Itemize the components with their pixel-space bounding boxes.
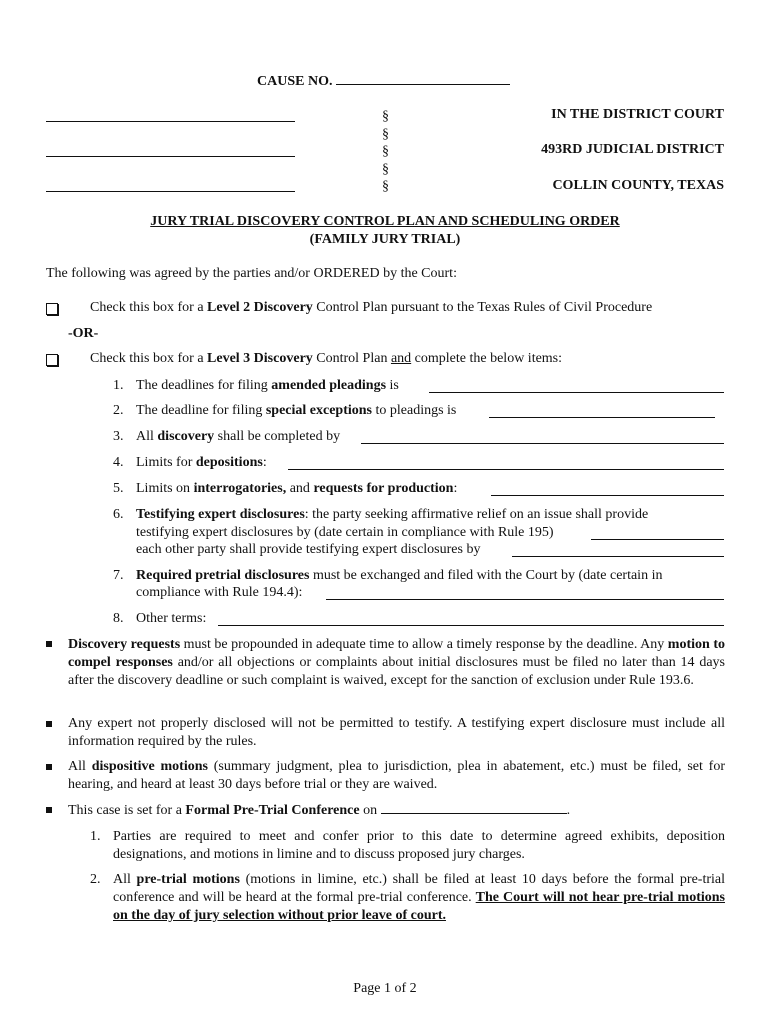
item-2-num: 2.	[113, 403, 124, 418]
item-1-bold: amended pleadings	[271, 378, 387, 393]
item-8-text: Other terms:	[136, 611, 207, 626]
item-2-text	[136, 402, 456, 420]
item-5-post: :	[453, 481, 458, 496]
item-2-blank[interactable]	[489, 417, 715, 418]
level3-bold: Level 3 Discovery	[207, 351, 313, 366]
item-7-line2: compliance with Rule 194.4):	[136, 585, 303, 600]
section-sign: §	[382, 161, 389, 177]
sub-2-post: (motions in limine, etc.) shall be filed at least 10 days before the formal pre-trial conference and will be heard at the formal pre-trial conference.	[113, 872, 725, 905]
item-7-text	[136, 567, 725, 585]
bullet-discovery-requests	[68, 636, 725, 690]
item-4-bold: depositions	[195, 455, 263, 470]
sub-2-bold: pre-trial motions	[136, 872, 240, 887]
item-8-num: 8.	[113, 611, 124, 626]
item-8-blank[interactable]	[218, 625, 724, 626]
item-2-pre: The deadline for filing	[136, 403, 266, 418]
item-6-blank-2[interactable]	[512, 556, 724, 557]
item-1-pre: The deadlines for filing	[136, 378, 272, 393]
level2-pre: Check this box for a	[90, 300, 208, 315]
item-5-mid: and	[286, 481, 314, 496]
bullet-1-t1: must be propounded in adequate time to allow a timely response by the deadline. Any	[180, 637, 668, 652]
item-5-num: 5.	[113, 481, 124, 496]
item-5-blank[interactable]	[491, 495, 724, 496]
item-3-text	[136, 428, 340, 446]
item-7-num: 7.	[113, 568, 124, 583]
page-number: Page 1 of 2	[353, 981, 417, 996]
item-5-bold2: requests for production	[313, 481, 454, 496]
level2-checkbox[interactable]	[46, 303, 58, 315]
item-4-pre: Limits for	[136, 455, 196, 470]
level3-mid: Control Plan	[312, 351, 391, 366]
bullet-pretrial-conference	[68, 801, 570, 820]
bullet-4-bold: Formal Pre-Trial Conference	[185, 803, 360, 818]
sub-2-bold-under: The Court will not hear pre-trial motions on the day of jury selection without prior leave of court.	[113, 890, 725, 923]
item-3-bold: discovery	[157, 429, 215, 444]
court-name: IN THE DISTRICT COURT	[551, 107, 724, 122]
item-3-num: 3.	[113, 429, 124, 444]
item-2-bold: special exceptions	[265, 403, 372, 418]
bullet-icon	[46, 641, 52, 647]
item-4-text	[136, 454, 267, 472]
item-7-post: must be exchanged and filed with the Court by (date certain in	[309, 568, 663, 583]
level2-text	[90, 299, 652, 317]
level3-under: and	[390, 351, 412, 366]
item-6-post: : the party seeking affirmative relief on an issue shall provide	[304, 507, 649, 522]
item-5-bold: interrogatories,	[193, 481, 287, 496]
sub-1-text: Parties are required to meet and confer prior to this date to determine agreed exhibits, deposition designations, and motions in limine and to discuss proposed jury charges.	[113, 829, 725, 862]
bullet-3-bold: dispositive motions	[91, 759, 208, 774]
item-1-blank[interactable]	[429, 392, 724, 393]
item-3-post: shall be completed by	[214, 429, 341, 444]
or-separator: -OR-	[68, 326, 99, 341]
sub-1-num: 1.	[90, 829, 101, 844]
item-3-pre: All	[136, 429, 158, 444]
item-7-blank[interactable]	[326, 599, 724, 600]
bullet-3-pre: All	[68, 759, 92, 774]
item-6-blank-1[interactable]	[591, 539, 724, 540]
section-sign: §	[382, 144, 389, 159]
cause-no	[257, 72, 510, 91]
level3-pre: Check this box for a	[90, 351, 208, 366]
bullet-4-pre: This case is set for a	[68, 803, 186, 818]
cause-no-blank	[336, 72, 510, 85]
bullet-icon	[46, 721, 52, 727]
bullet-1-bold1: Discovery requests	[68, 637, 181, 652]
bullet-dispositive	[68, 758, 725, 794]
level2-bold: Level 2 Discovery	[207, 300, 313, 315]
bullet-3-post: (summary judgment, plea to jurisdiction, plea in abatement, etc.) must be filed, set for hearing, and heard at least 30 days before trial or they are waived.	[68, 759, 726, 792]
bullet-expert: Any expert not properly disclosed will not be permitted to testify. A testifying expert disclosure must include all information required by the rules.	[68, 716, 725, 749]
bullet-4-post: on	[359, 803, 378, 818]
party-line-2	[46, 156, 295, 157]
item-5-pre: Limits on	[136, 481, 194, 496]
item-6-bold: Testifying expert disclosures	[136, 507, 305, 522]
item-1-text	[136, 377, 399, 395]
level3-text	[90, 350, 562, 368]
item-6-line3: each other party shall provide testifying expert disclosures by	[136, 542, 481, 557]
item-6-num: 6.	[113, 507, 124, 522]
item-4-num: 4.	[113, 455, 124, 470]
sub-2-text	[113, 871, 725, 925]
bullet-1-t2: and/or all objections or complaints about initial disclosures must be filed no later than 14 days after the discovery deadline or such complaint is waived, except for the sanction of exclusion under Rule 193.6.	[68, 655, 725, 688]
item-1-post: is	[386, 378, 399, 393]
judicial-district: 493RD JUDICIAL DISTRICT	[541, 142, 724, 157]
title-main: JURY TRIAL DISCOVERY CONTROL PLAN AND SCHEDULING ORDER	[150, 214, 620, 229]
item-6-text	[136, 506, 725, 524]
level3-post: complete the below items:	[411, 351, 563, 366]
conference-date-blank[interactable]	[381, 801, 567, 814]
item-6-line2: testifying expert disclosures by (date certain in compliance with Rule 195)	[136, 525, 554, 540]
bullet-icon	[46, 764, 52, 770]
level2-post: Control Plan pursuant to the Texas Rules of Civil Procedure	[312, 300, 653, 315]
title-sub: (FAMILY JURY TRIAL)	[309, 232, 461, 247]
sub-2-num: 2.	[90, 872, 101, 887]
intro-text: The following was agreed by the parties and/or ORDERED by the Court:	[46, 266, 457, 281]
section-sign: §	[382, 109, 389, 124]
item-2-post: to pleadings is	[372, 403, 457, 418]
item-4-blank[interactable]	[288, 469, 724, 470]
bullet-1-bold2: motion to compel responses	[68, 637, 725, 670]
section-sign: §	[382, 179, 389, 194]
item-5-text	[136, 480, 457, 498]
cause-no-label: CAUSE NO.	[257, 74, 333, 89]
section-column	[382, 108, 389, 196]
county: COLLIN COUNTY, TEXAS	[552, 178, 724, 193]
item-7-bold: Required pretrial disclosures	[136, 568, 310, 583]
item-1-num: 1.	[113, 378, 124, 393]
party-line-3	[46, 191, 295, 192]
bullet-4-end: .	[566, 803, 571, 818]
item-3-blank[interactable]	[361, 443, 724, 444]
party-line-1	[46, 121, 295, 122]
section-sign: §	[382, 126, 389, 142]
bullet-icon	[46, 807, 52, 813]
level3-checkbox[interactable]	[46, 354, 58, 366]
item-4-post: :	[262, 455, 267, 470]
sub-2-pre: All	[113, 872, 137, 887]
document-title	[0, 213, 770, 249]
